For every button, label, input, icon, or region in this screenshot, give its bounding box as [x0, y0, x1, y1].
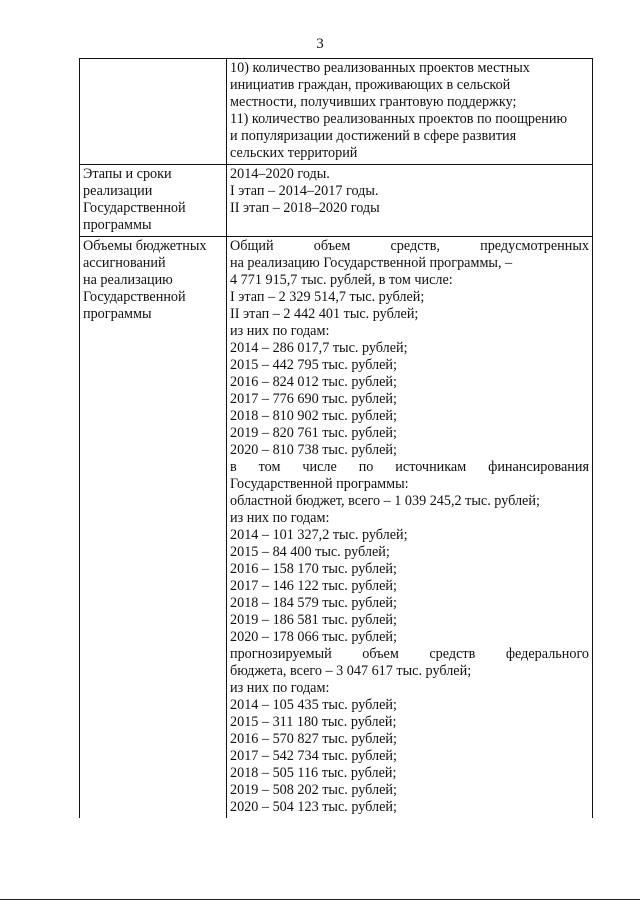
row-content-line: бюджета, всего – 3 047 617 тыс. рублей;	[230, 663, 472, 679]
row-content-line: 2019 – 186 581 тыс. рублей;	[230, 612, 397, 628]
page-number: 3	[316, 36, 324, 52]
row-content-line: 2020 – 178 066 тыс. рублей;	[230, 629, 397, 645]
row-content-line: и популяризации достижений в сфере развития	[230, 128, 517, 144]
program-passport-table	[79, 58, 593, 818]
row-content-line: 2018 – 810 902 тыс. рублей;	[230, 408, 397, 424]
row-content-line: 2014 – 286 017,7 тыс. рублей;	[230, 340, 408, 356]
row-content-line: Общий объем средств, предусмотренных	[230, 238, 589, 254]
row-content-line: 10) количество реализованных проектов местных	[230, 60, 530, 76]
row-label-line: Объемы бюджетных	[83, 238, 207, 254]
table-row	[80, 59, 593, 165]
row-content-line: областной бюджет, всего – 1 039 245,2 тыс. рублей;	[230, 493, 540, 509]
row-label-line: Этапы и сроки	[83, 166, 172, 182]
row-content-line: Государственной программы:	[230, 476, 409, 492]
row-content-line: прогнозируемый объем средств федерального	[230, 646, 589, 662]
row-label-line: на реализацию	[83, 272, 173, 288]
row-label-cell	[80, 59, 227, 165]
row-content-line: 2017 – 776 690 тыс. рублей;	[230, 391, 397, 407]
row-content-line: из них по годам:	[230, 510, 330, 526]
row-content-line: II этап – 2018–2020 годы	[230, 200, 380, 216]
row-content-line: 4 771 915,7 тыс. рублей, в том числе:	[230, 272, 453, 288]
row-content-line: сельских территорий	[230, 145, 358, 161]
row-label-line: Государственной	[83, 289, 186, 305]
row-label-line: программы	[83, 306, 152, 322]
row-content-line: I этап – 2014–2017 годы.	[230, 183, 379, 199]
row-content-line: 2019 – 820 761 тыс. рублей;	[230, 425, 397, 441]
row-content-line: 2015 – 84 400 тыс. рублей;	[230, 544, 390, 560]
row-content-line: 2014 – 101 327,2 тыс. рублей;	[230, 527, 408, 543]
row-content-line: 2018 – 184 579 тыс. рублей;	[230, 595, 397, 611]
row-content-line: 2018 – 505 116 тыс. рублей;	[230, 765, 397, 781]
row-content-line: из них по годам:	[230, 680, 330, 696]
row-content-line: местности, получивших грантовую поддержку;	[230, 94, 517, 110]
row-label-cell	[80, 165, 227, 237]
row-label-line: реализации	[83, 183, 153, 199]
row-content-line: I этап – 2 329 514,7 тыс. рублей;	[230, 289, 425, 305]
row-label-line: ассигнований	[83, 255, 166, 271]
table-row	[80, 237, 593, 819]
row-content-line: из них по годам:	[230, 323, 330, 339]
row-content-line: 11) количество реализованных проектов по поощрению	[230, 111, 568, 127]
row-content-line: 2020 – 810 738 тыс. рублей;	[230, 442, 397, 458]
row-content-line: инициатив граждан, проживающих в сельской	[230, 77, 511, 93]
row-content-line: 2014–2020 годы.	[230, 166, 330, 182]
table-row	[80, 165, 593, 237]
row-content-line: II этап – 2 442 401 тыс. рублей;	[230, 306, 419, 322]
row-label-cell	[80, 237, 227, 819]
row-content-line: 2014 – 105 435 тыс. рублей;	[230, 697, 397, 713]
row-content-line: 2019 – 508 202 тыс. рублей;	[230, 782, 397, 798]
row-content-cell	[227, 59, 593, 165]
row-content-line: на реализацию Государственной программы, –	[230, 255, 513, 271]
row-content-line: 2016 – 570 827 тыс. рублей;	[230, 731, 397, 747]
row-content-line: 2020 – 504 123 тыс. рублей;	[230, 799, 397, 815]
row-label-line: программы	[83, 217, 152, 233]
row-content-line: 2015 – 442 795 тыс. рублей;	[230, 357, 397, 373]
row-content-cell	[227, 165, 593, 237]
row-content-line: 2016 – 824 012 тыс. рублей;	[230, 374, 397, 390]
page-bottom-rule	[0, 899, 640, 900]
row-content-line: 2017 – 146 122 тыс. рублей;	[230, 578, 397, 594]
row-content-line: в том числе по источникам финансирования	[230, 459, 589, 475]
row-content-line: 2017 – 542 734 тыс. рублей;	[230, 748, 397, 764]
row-content-cell	[227, 237, 593, 819]
row-label-line: Государственной	[83, 200, 186, 216]
row-content-line: 2016 – 158 170 тыс. рублей;	[230, 561, 397, 577]
row-content-line: 2015 – 311 180 тыс. рублей;	[230, 714, 397, 730]
